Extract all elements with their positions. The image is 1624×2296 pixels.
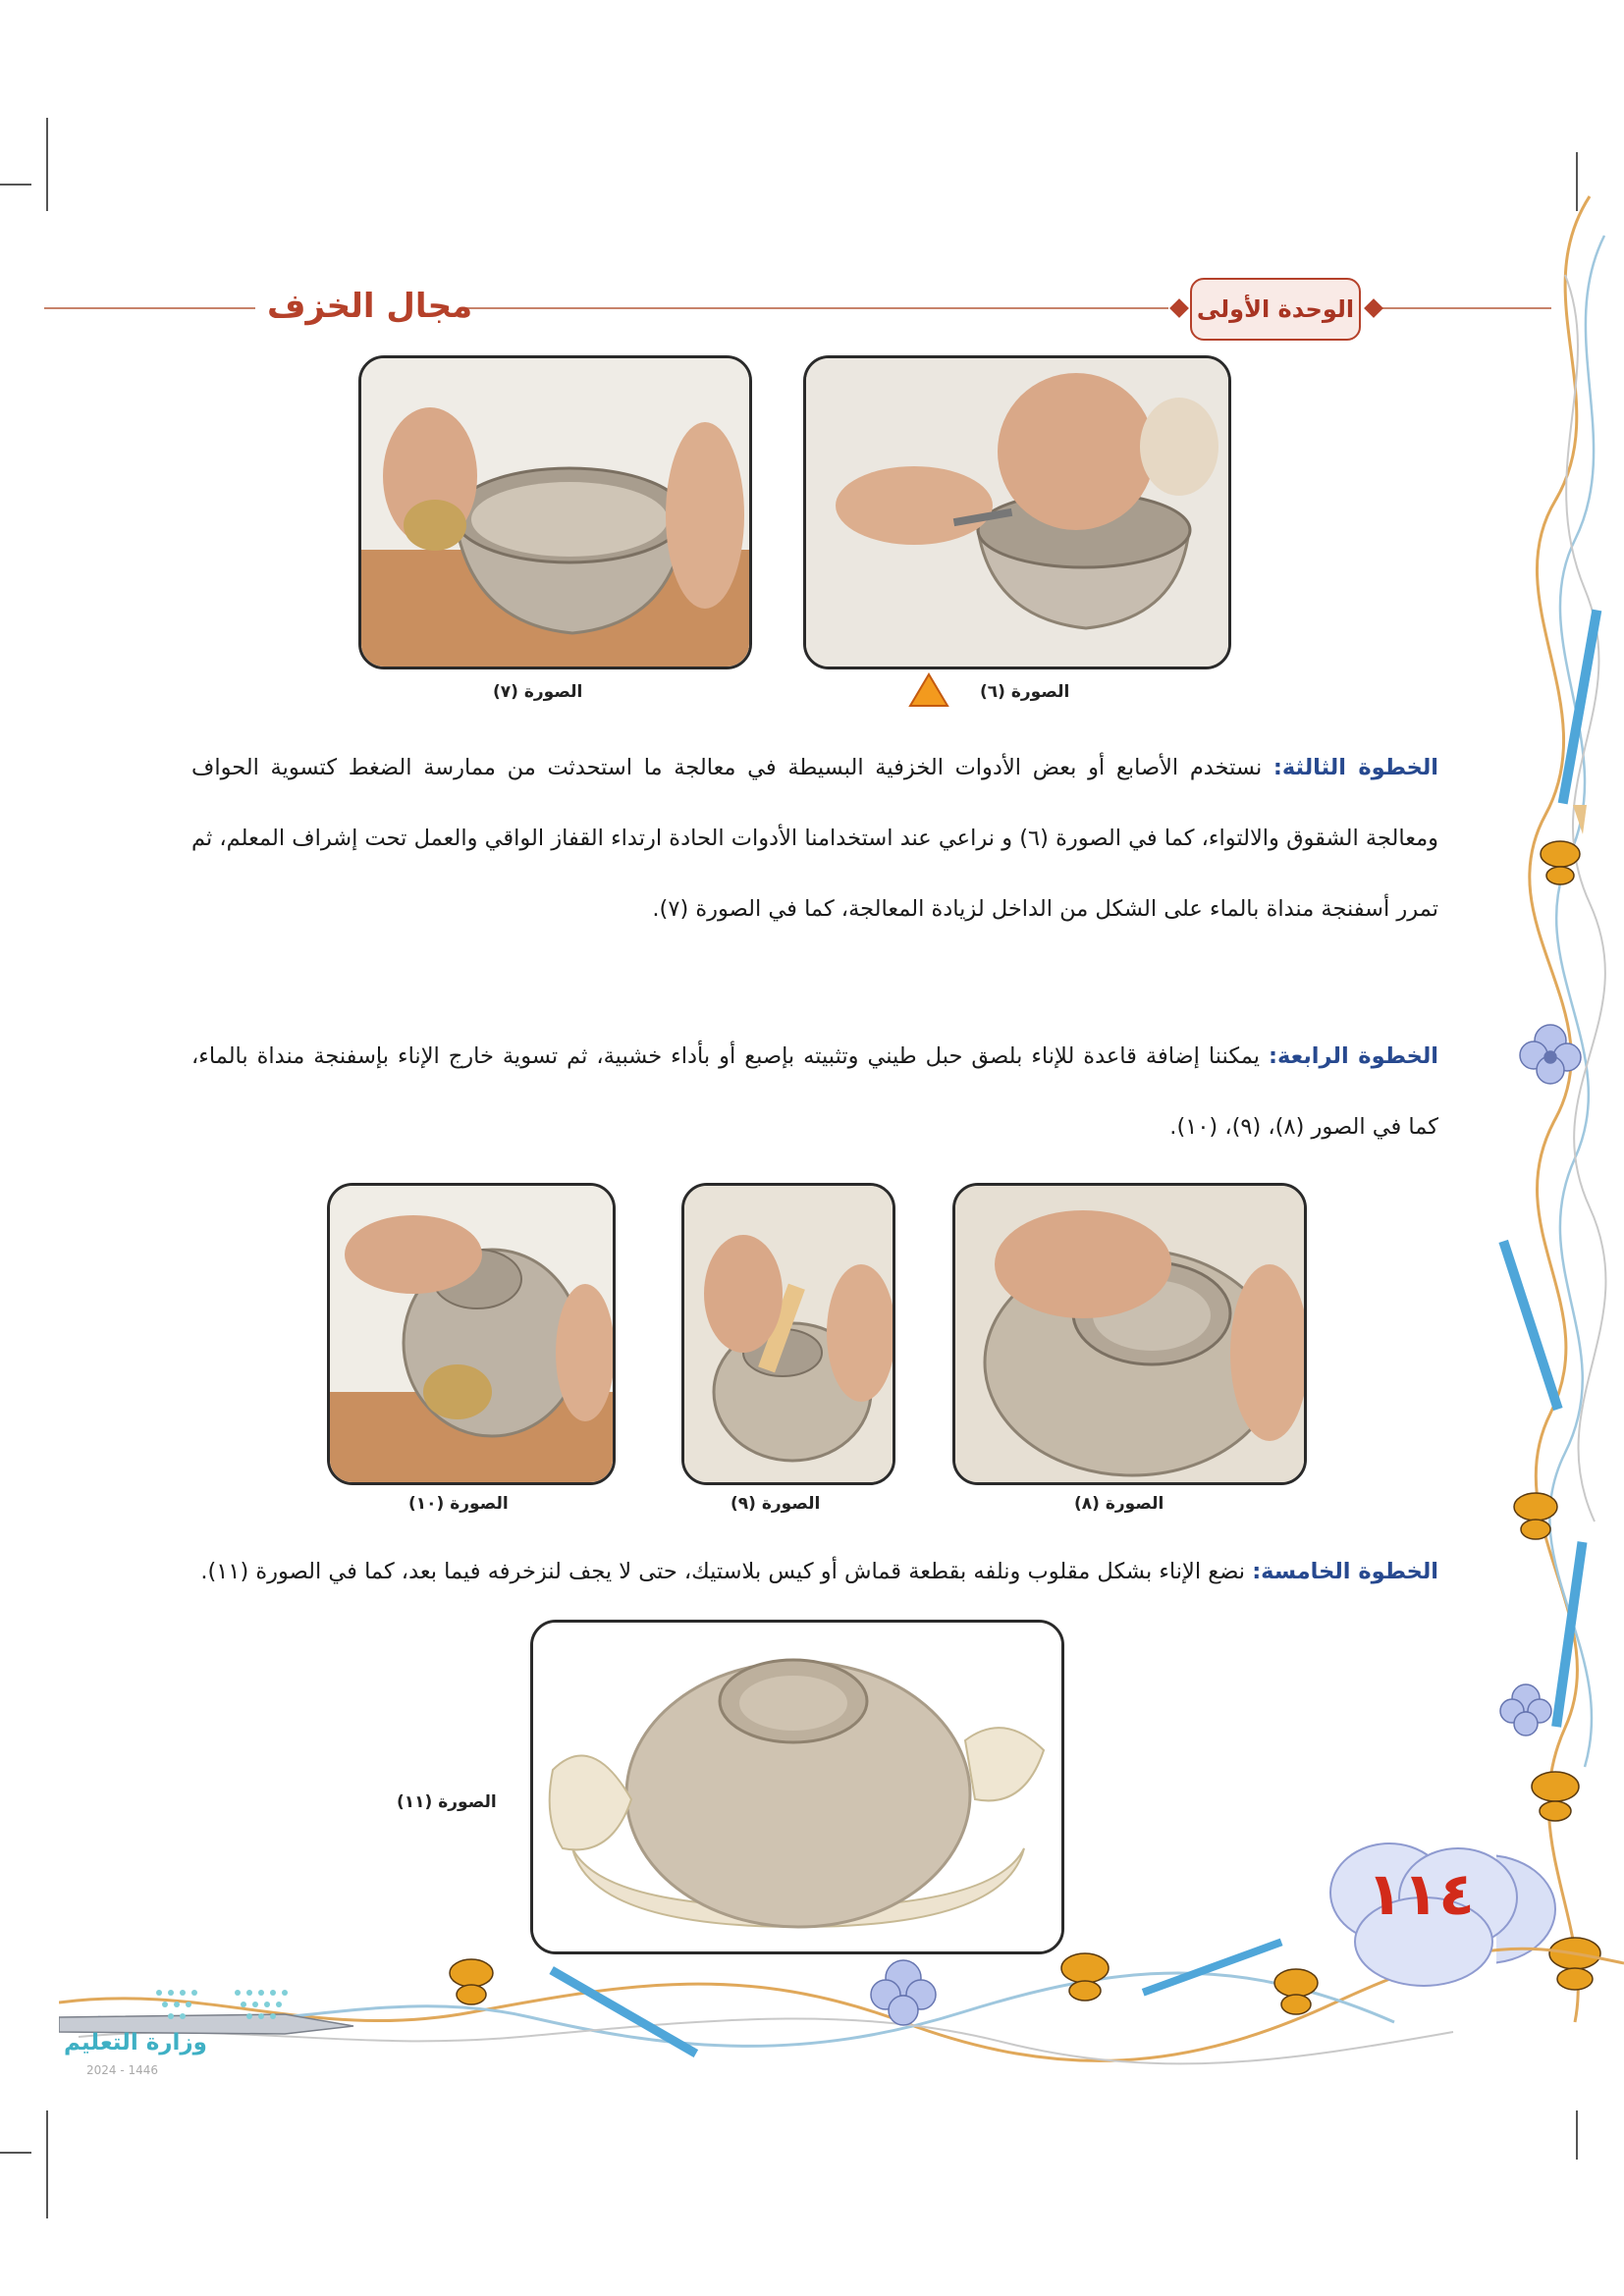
photo-fig10	[327, 1183, 616, 1485]
photo-fig6	[803, 355, 1231, 669]
page-number: ١١٤	[1367, 1860, 1475, 1929]
step-four-paragraph	[191, 1021, 1438, 1162]
photo-fig7	[358, 355, 752, 669]
flower-icon	[1520, 1025, 1581, 1084]
caption-fig6: الصورة (٦)	[980, 682, 1070, 702]
header-rule-right	[1375, 307, 1551, 309]
crop-mark	[46, 2110, 48, 2218]
step-three-paragraph	[191, 732, 1438, 944]
caption-fig10: الصورة (١٠)	[408, 1494, 509, 1514]
step-five-label: الخطوة الخامسة:	[1252, 1559, 1438, 1584]
butterfly-icon	[1274, 1969, 1318, 2014]
caption-fig11: الصورة (١١)	[397, 1792, 497, 1812]
decorative-border-right	[1496, 177, 1624, 2042]
pencil-icon	[1498, 1240, 1562, 1411]
flower-icon	[1500, 1684, 1551, 1735]
butterfly-icon	[1541, 841, 1580, 884]
warning-triangle-icon	[908, 672, 949, 708]
caption-fig9: الصورة (٩)	[731, 1494, 821, 1514]
header-ornament	[1169, 298, 1189, 318]
unit-badge: الوحدة الأولى	[1190, 278, 1361, 341]
crop-mark	[46, 118, 48, 211]
caption-fig7: الصورة (٧)	[493, 682, 583, 702]
section-title: مجال الخزف	[267, 287, 473, 326]
step-five-paragraph	[191, 1536, 1438, 1607]
pencil-icon	[1558, 610, 1602, 834]
step-four-label: الخطوة الرابعة:	[1269, 1043, 1438, 1069]
crop-mark	[0, 184, 31, 186]
step-three-text: نستخدم الأصابع أو بعض الأدوات الخزفية البسيطة في معالجة ما استحدثت من ممارسة الضغط كتسوية الحواف ومعالجة الشقوق والالتواء، كما في الصورة (٦) و نراعي عند استخدامنا الأدوات الحادة ارتداء القفاز الواقي والعمل تحت إشراف المعلم، ثم تمرر أسفنجة منداة بالماء على الشكل من الداخل لزيادة المعالجة، كما في الصورة (٧).	[191, 755, 1438, 922]
photo-fig11	[530, 1620, 1064, 1954]
butterfly-icon	[450, 1959, 493, 2004]
step-three-label: الخطوة الثالثة:	[1272, 755, 1439, 780]
header-ornament	[1364, 298, 1383, 318]
crop-mark	[0, 2152, 31, 2154]
butterfly-icon	[1532, 1772, 1579, 1821]
step-five-text: نضع الإناء بشكل مقلوب ونلفه بقطعة قماش أو كيس بلاستيك، حتى لا يجف لنزخرفه فيما بعد، كما في الصورة (١١).	[200, 1559, 1253, 1584]
butterfly-icon	[1061, 1953, 1109, 2001]
caption-fig8: الصورة (٨)	[1074, 1494, 1164, 1514]
ministry-year: 2024 - 1446	[86, 2063, 159, 2077]
ministry-name: وزارة التعليم	[64, 2030, 207, 2056]
header-rule-middle	[461, 307, 1168, 309]
header-rule-left	[44, 307, 255, 309]
step-four-text: يمكننا إضافة قاعدة للإناء بلصق حبل طيني وتثبيته بإصبع أو بأداء خشبية، ثم تسوية خارج الإناء بإسفنجة منداة بالماء، كما في الصور (٨)، (٩)، (١٠).	[191, 1043, 1438, 1140]
photo-fig8	[952, 1183, 1307, 1485]
crop-mark	[1576, 2110, 1578, 2160]
ministry-logo-icon	[149, 1983, 297, 2027]
photo-fig9	[681, 1183, 895, 1485]
